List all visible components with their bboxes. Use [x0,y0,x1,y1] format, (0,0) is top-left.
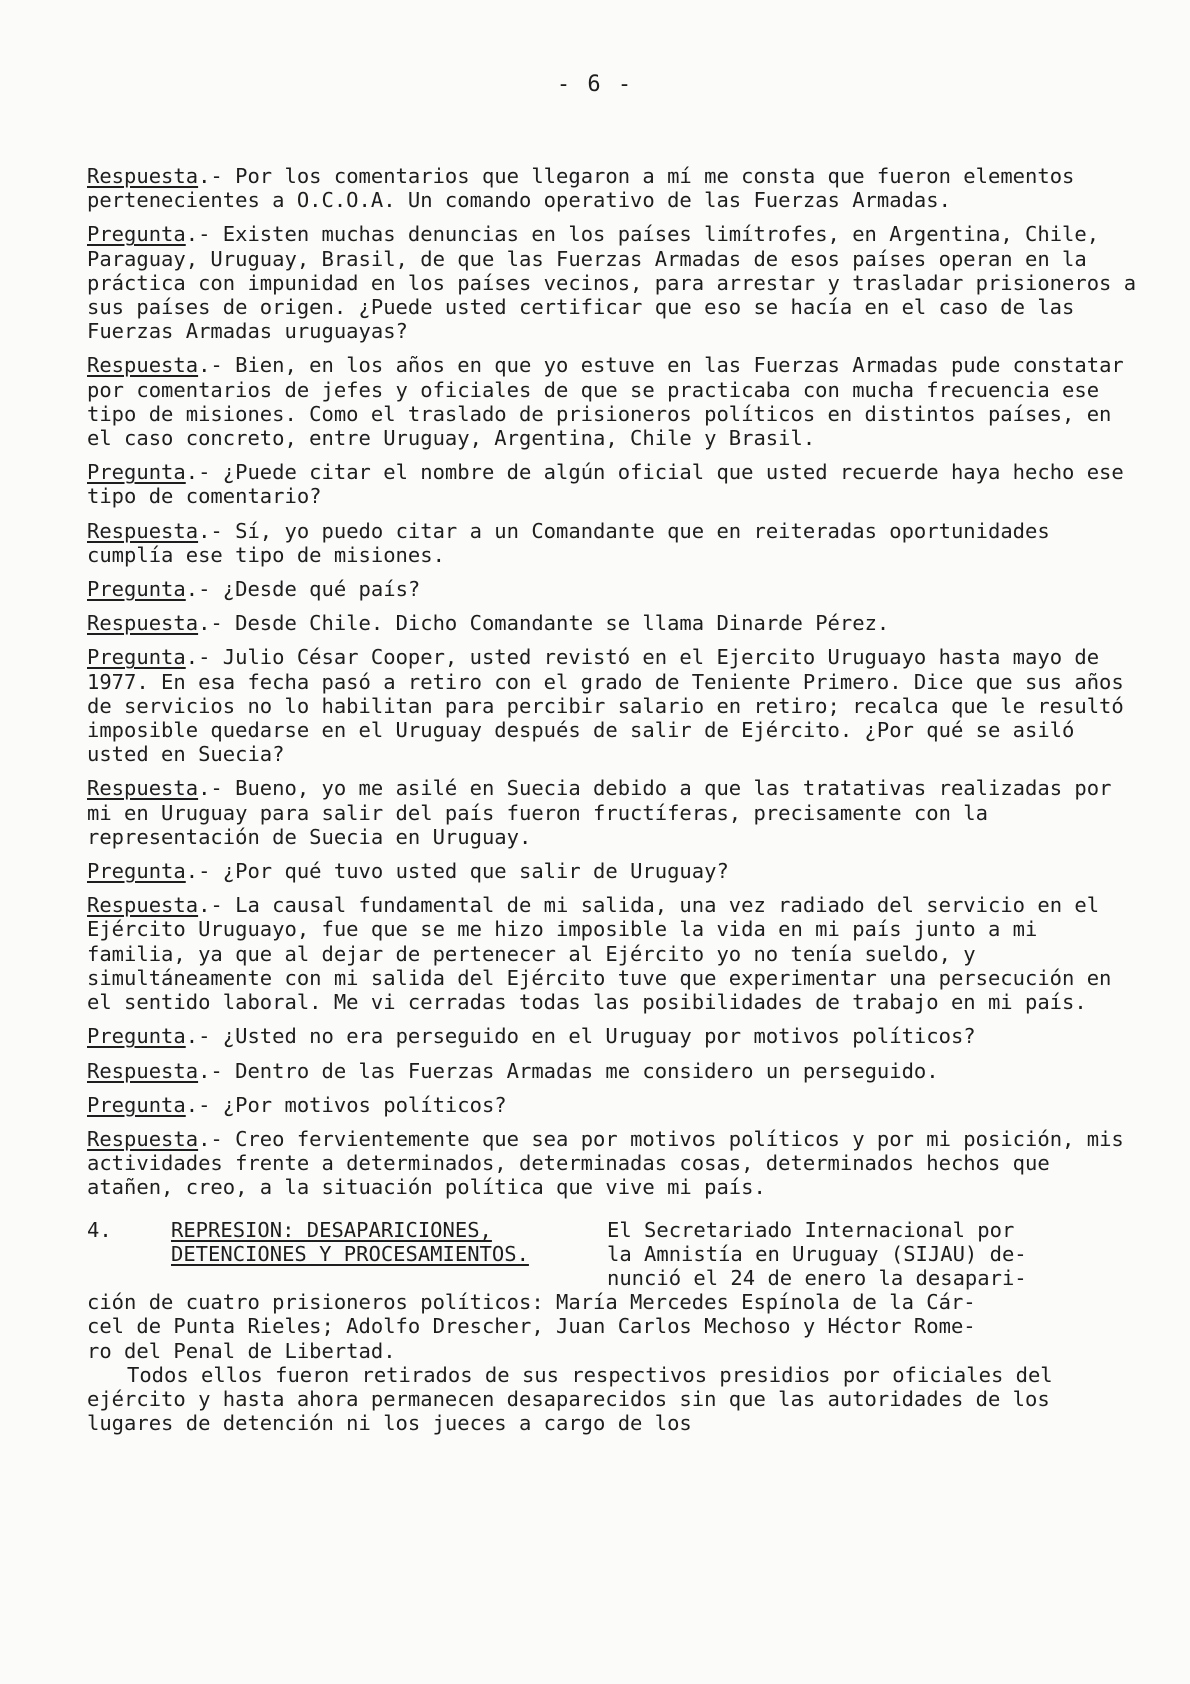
paragraph-text: .- ¿Usted no era perseguido en el Uruguay por motivos políticos? [185,1024,976,1049]
speaker-label: Respuesta [87,1058,199,1083]
speaker-label: Respuesta [87,164,199,188]
section-paragraph-line: ción de cuatro prisioneros políticos: María Mercedes Espínola de la Cár- [87,1290,976,1315]
answer-paragraph [87,611,1137,635]
answer-paragraph [87,353,1137,450]
section-intro-line: nunció el 24 de enero la desapari- [607,1265,1027,1290]
paragraph-text: .- Sí, yo puedo citar a un Comandante que en reiteradas oportunidades cumplía ese tipo de misiones. [87,518,1050,567]
interview-transcript [87,164,1137,1200]
question-paragraph [87,1093,1137,1117]
paragraph-text: .- La causal fundamental de mi salida, una vez radiado del servicio en el Ejército Uruguayo, fue que se me hizo imposible la vida en mi país junto a mi familia, ya que al dejar de pertenecer al Ejército yo no tenía sueldo, y simultáneamente con mi salida del Ejército tuve que experimentar una persecución en el sentido laboral. Me vi cerradas todas las posibilidades de trabajo en mi país. [87,893,1112,1015]
section-title-line: DETENCIONES Y PROCESAMIENTOS. [171,1241,529,1266]
speaker-label: Respuesta [87,893,199,918]
speaker-label: Pregunta [87,577,186,602]
speaker-label: Pregunta [87,1024,186,1049]
speaker-label: Pregunta [87,460,186,485]
speaker-label: Respuesta [87,518,199,543]
speaker-label: Pregunta [87,859,186,884]
question-paragraph [87,460,1137,508]
question-paragraph [87,859,1137,883]
paragraph-text: .- Por los comentarios que llegaron a mí me consta que fueron elementos pertenecientes a O.C.O.A. Un comando operativo de las Fuerzas Armadas. [87,164,1075,213]
answer-paragraph [87,164,1137,212]
speaker-label: Respuesta [87,776,199,801]
section-intro [607,1218,1137,1291]
section-paragraph-2: Todos ellos fueron retirados de sus respectivos presidios por oficiales del ejército y hasta ahora permanecen desaparecidos sin que las autoridades de los lugares de detención ni los jueces a cargo de los [87,1362,1053,1436]
paragraph-text: .- ¿Por qué tuvo usted que salir de Uruguay? [185,859,729,884]
section-intro-line: la Amnistía en Uruguay (SIJAU) de- [607,1241,1027,1266]
question-paragraph [87,222,1137,343]
answer-paragraph [87,776,1137,849]
paragraph-text: .- Dentro de las Fuerzas Armadas me considero un perseguido. [198,1058,939,1083]
section-title-line: REPRESION: DESAPARICIONES, [171,1217,492,1242]
paragraph-text: .- ¿Por motivos políticos? [185,1092,507,1117]
question-paragraph [87,645,1137,766]
paragraph-text: .- Existen muchas denuncias en los países limítrofes, en Argentina, Chile, Paraguay, Uruguay, Brasil, de que las Fuerzas Armadas de esos países operan en la práctica con impunidad en los países vecinos, para arrestar y trasladar prisioneros a sus países de origen. ¿Puede usted certificar que eso se hacía en el caso de las Fuerzas Armadas uruguayas? [87,222,1137,344]
section-4-header [87,1218,1137,1291]
speaker-label: Respuesta [87,611,199,636]
speaker-label: Pregunta [87,645,186,670]
paragraph-text: .- Bien, en los años en que yo estuve en las Fuerzas Armadas pude constatar por comentarios de jefes y oficiales de que se practicaba con mucha frecuencia ese tipo de misiones. Como el traslado de prisioneros políticos en distintos países, en el caso concreto, entre Uruguay, Argentina, Chile y Brasil. [87,353,1124,451]
paragraph-text: .- Desde Chile. Dicho Comandante se llama Dinarde Pérez. [198,611,890,636]
paragraph-text: .- Creo fervientemente que sea por motivos políticos y por mi posición, mis actividades frente a determinados, determinadas cosas, determinados hechos que atañen, creo, a la situación política que vive mi país. [87,1126,1124,1200]
document-body [87,164,1137,1435]
speaker-label: Pregunta [87,1092,186,1117]
answer-paragraph [87,1059,1137,1083]
paragraph-text: .- ¿Puede citar el nombre de algún oficial que usted recuerde haya hecho ese tipo de comentario? [87,460,1124,509]
section-paragraph-line: cel de Punta Rieles; Adolfo Drescher, Juan Carlos Mechoso y Héctor Rome- [87,1314,976,1339]
question-paragraph [87,1024,1137,1048]
section-intro-line: El Secretariado Internacional por [607,1217,1015,1242]
speaker-label: Respuesta [87,1126,199,1151]
answer-paragraph [87,893,1137,1014]
page-number: - 6 - [556,72,634,97]
answer-paragraph [87,519,1137,567]
speaker-label: Respuesta [87,353,199,378]
paragraph-text: .- Julio César Cooper, usted revistó en el Ejercito Uruguayo hasta mayo de 1977. En esa fecha pasó a retiro con el grado de Teniente Primero. Dice que sus años de servicios no lo habilitan para percibir salario en retiro; recalca que le resultó imposible quedarse en el Uruguay después de salir de Ejército. ¿Por qué se asiló usted en Suecia? [87,645,1124,767]
paragraph-text: .- ¿Desde qué país? [185,577,421,602]
answer-paragraph [87,1127,1137,1200]
section-paragraph-line: ro del Penal de Libertad. [87,1338,396,1363]
section-title [171,1218,607,1291]
section-number: 4. [87,1217,112,1242]
section-paragraph [87,1290,1137,1363]
paragraph-text: .- Bueno, yo me asilé en Suecia debido a que las tratativas realizadas por mi en Uruguay para salir del país fueron fructíferas, precisamente con la representación de Suecia en Uruguay. [87,776,1112,849]
question-paragraph [87,577,1137,601]
speaker-label: Pregunta [87,222,186,247]
